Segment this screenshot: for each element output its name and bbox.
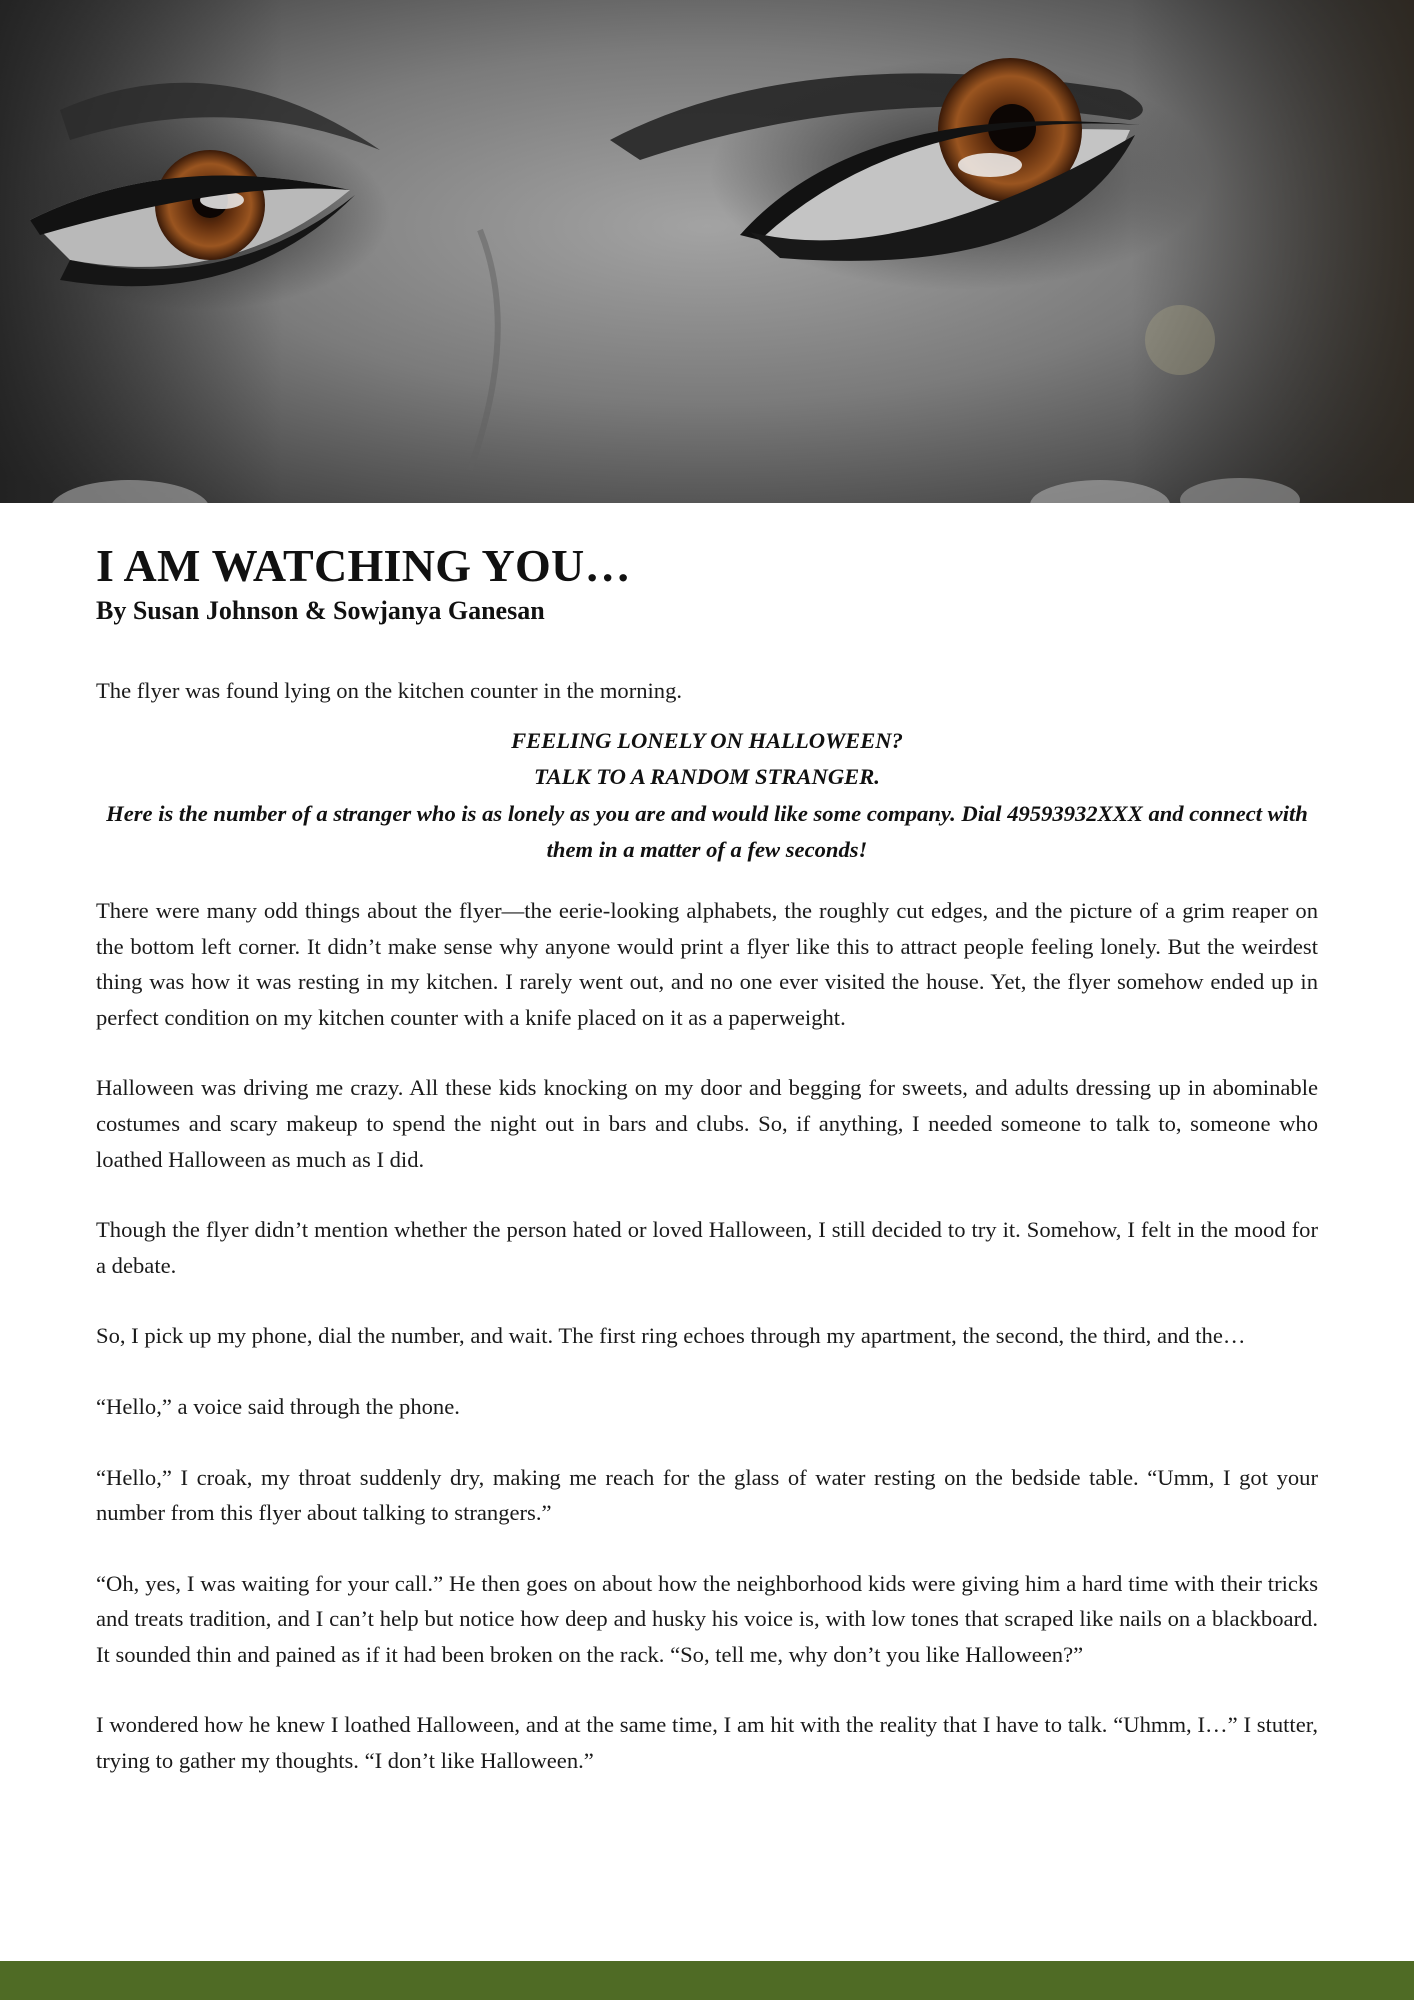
flyer-line-1: FEELING LONELY ON HALLOWEEN? (511, 727, 903, 753)
flyer-line-3: Here is the number of a stranger who is as lonely as you are and would like some company. Dial 49593932XXX and connect with them in a matter of a few seconds! (106, 800, 1308, 863)
story-paragraph: “Hello,” I croak, my throat suddenly dry, making me reach for the glass of water resting on the bedside table. “Umm, I got your number from this flyer about talking to strangers.” (96, 1464, 1318, 1526)
hero-eyes-image (0, 0, 1414, 503)
story-paragraph: I wondered how he knew I loathed Halloween, and at the same time, I am hit with the reality that I have to talk. “Uhmm, I…” I stutter, trying to gather my thoughts. “I don’t like Halloween.” (96, 1712, 1318, 1774)
story-paragraph: Though the flyer didn’t mention whether the person hated or loved Halloween, I still decided to try it. Somehow, I felt in the mood for a debate. (96, 1217, 1318, 1278)
article (96, 503, 1318, 1779)
story-paragraph: There were many odd things about the flyer—the eerie-looking alphabets, the roughly cut edges, and the picture of a grim reaper on the bottom left corner. It didn’t make sense why anyone would print a flyer like this to attract people feeling lonely. But the weirdest thing was how it was resting in my kitchen. I rarely went out, and no one ever visited the house. Yet, the flyer somehow ended up in perfect condition on my kitchen counter with a knife placed on it as a paperweight. (96, 897, 1318, 1030)
flyer-text (96, 723, 1318, 869)
eyes-closeup-photo (0, 0, 1414, 503)
story-paragraph: “Hello,” a voice said through the phone. (96, 1393, 460, 1419)
story-paragraph: So, I pick up my phone, dial the number, and wait. The first ring echoes through my apartment, the second, the third, and the… (96, 1323, 1246, 1349)
story-title: I AM WATCHING YOU… (96, 540, 631, 591)
story-byline: By Susan Johnson & Sowjanya Ganesan (96, 596, 545, 625)
footer-bar (0, 1961, 1414, 2000)
story-paragraph: Halloween was driving me crazy. All these kids knocking on my door and begging for sweets, and adults dressing up in abominable costumes and scary makeup to spend the night out in bars and clubs. So, if anything, I needed someone to talk to, someone who loathed Halloween as much as I did. (96, 1075, 1318, 1172)
story-paragraph: “Oh, yes, I was waiting for your call.” He then goes on about how the neighborhood kids were giving him a hard time with their tricks and treats tradition, and I can’t help but notice how deep and husky his voice is, with low tones that scraped like nails on a blackboard. It sounded thin and pained as if it had been broken on the rack. “So, tell me, why don’t you like Halloween?” (96, 1570, 1318, 1667)
intro-paragraph: The flyer was found lying on the kitchen counter in the morning. (96, 678, 683, 703)
flyer-line-2: TALK TO A RANDOM STRANGER. (534, 764, 880, 790)
